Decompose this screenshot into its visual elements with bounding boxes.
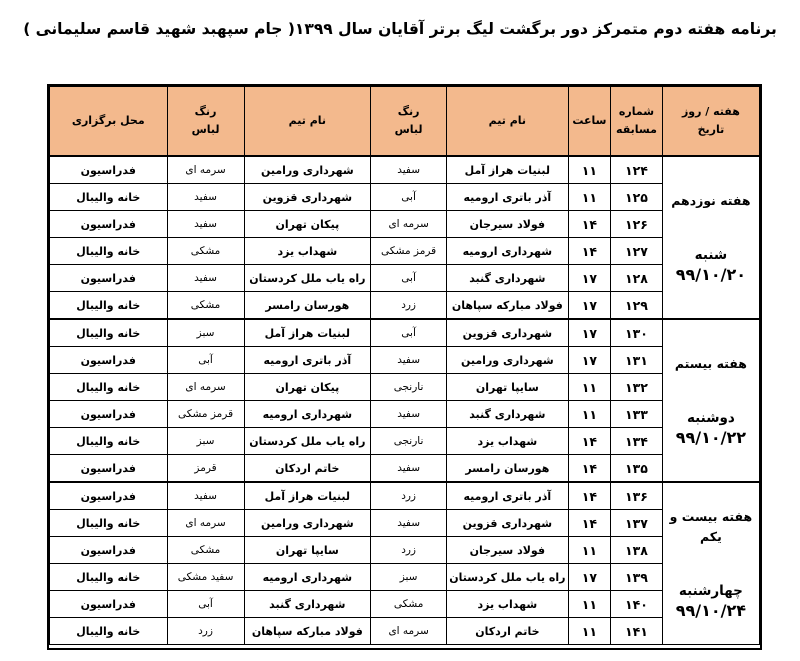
- header-match-number: شماره مسابقه: [611, 87, 663, 157]
- table-row: [50, 401, 760, 428]
- match-venue: خانه والیبال: [50, 428, 168, 455]
- week-day: چهارشنبه: [678, 582, 743, 599]
- match-time: ۱۴: [568, 428, 611, 455]
- kit-color-home: زرد: [371, 482, 447, 510]
- team-away: شهرداری ورامین: [244, 156, 371, 184]
- team-away: شهرداری ارومیه: [244, 564, 371, 591]
- match-number: ۱۳۴: [611, 428, 663, 455]
- match-venue: خانه والیبال: [50, 374, 168, 401]
- header-team-away: نام تیم: [244, 87, 371, 157]
- match-time: ۱۱: [568, 537, 611, 564]
- team-away: سایپا تهران: [244, 537, 371, 564]
- team-home: راه یاب ملل کردستان: [447, 564, 569, 591]
- header-kit-home: رنگ لباس: [371, 87, 447, 157]
- team-home: شهداب یزد: [447, 428, 569, 455]
- match-venue: فدراسیون: [50, 591, 168, 618]
- kit-color-home: آبی: [371, 184, 447, 211]
- kit-color-away: سفید مشکی: [167, 564, 244, 591]
- team-away: لبنیات هراز آمل: [244, 319, 371, 347]
- table-row: [50, 510, 760, 537]
- kit-color-home: زرد: [371, 292, 447, 320]
- team-home: شهداب یزد: [447, 591, 569, 618]
- team-home: آذر باتری ارومیه: [447, 184, 569, 211]
- match-number: ۱۳۶: [611, 482, 663, 510]
- match-time: ۱۱: [568, 184, 611, 211]
- header-venue: محل برگزاری: [50, 87, 168, 157]
- match-venue: خانه والیبال: [50, 564, 168, 591]
- kit-color-home: سفید: [371, 455, 447, 483]
- match-venue: فدراسیون: [50, 347, 168, 374]
- match-venue: فدراسیون: [50, 455, 168, 483]
- match-venue: خانه والیبال: [50, 618, 168, 645]
- week-group: [50, 156, 760, 319]
- team-away: خاتم اردکان: [244, 455, 371, 483]
- kit-color-away: مشکی: [167, 292, 244, 320]
- match-time: ۱۷: [568, 265, 611, 292]
- table-row: [50, 591, 760, 618]
- match-time: ۱۷: [568, 564, 611, 591]
- kit-color-away: سبز: [167, 428, 244, 455]
- kit-color-home: زرد: [371, 537, 447, 564]
- table-row: [50, 319, 760, 347]
- table-row: [50, 265, 760, 292]
- header-week-day-date: هفته / روز تاریخ: [662, 87, 759, 157]
- match-number: ۱۴۱: [611, 618, 663, 645]
- match-venue: خانه والیبال: [50, 510, 168, 537]
- kit-color-away: سرمه ای: [167, 510, 244, 537]
- table-row: [50, 618, 760, 645]
- week-date: ۹۹/۱۰/۲۲: [675, 427, 747, 447]
- match-number: ۱۳۱: [611, 347, 663, 374]
- match-number: ۱۳۳: [611, 401, 663, 428]
- match-time: ۱۱: [568, 156, 611, 184]
- match-time: ۱۴: [568, 211, 611, 238]
- match-number: ۱۴۰: [611, 591, 663, 618]
- week-day-date-cell: [662, 319, 759, 482]
- team-away: آذر باتری ارومیه: [244, 347, 371, 374]
- header-time: ساعت: [568, 87, 611, 157]
- team-home: شهرداری گنبد: [447, 265, 569, 292]
- team-home: آذر باتری ارومیه: [447, 482, 569, 510]
- table-row: [50, 374, 760, 401]
- match-venue: فدراسیون: [50, 156, 168, 184]
- kit-color-home: سبز: [371, 564, 447, 591]
- table-row: [50, 537, 760, 564]
- team-home: فولاد سیرجان: [447, 211, 569, 238]
- team-away: شهرداری گنبد: [244, 591, 371, 618]
- match-number: ۱۲۹: [611, 292, 663, 320]
- match-number: ۱۲۵: [611, 184, 663, 211]
- kit-color-away: سفید: [167, 184, 244, 211]
- week-day: شنبه: [694, 246, 728, 263]
- header-kit-away: رنگ لباس: [167, 87, 244, 157]
- team-away: شهرداری ورامین: [244, 510, 371, 537]
- match-number: ۱۲۶: [611, 211, 663, 238]
- match-venue: فدراسیون: [50, 537, 168, 564]
- team-home: شهرداری ارومیه: [447, 238, 569, 265]
- kit-color-home: سرمه ای: [371, 618, 447, 645]
- kit-color-away: سرمه ای: [167, 156, 244, 184]
- kit-color-away: قرمز مشکی: [167, 401, 244, 428]
- match-time: ۱۷: [568, 347, 611, 374]
- match-number: ۱۳۷: [611, 510, 663, 537]
- match-time: ۱۷: [568, 319, 611, 347]
- kit-color-away: مشکی: [167, 238, 244, 265]
- match-number: ۱۳۸: [611, 537, 663, 564]
- match-number: ۱۳۲: [611, 374, 663, 401]
- kit-color-home: مشکی: [371, 591, 447, 618]
- match-number: ۱۲۸: [611, 265, 663, 292]
- match-time: ۱۱: [568, 401, 611, 428]
- match-time: ۱۱: [568, 591, 611, 618]
- kit-color-home: آبی: [371, 319, 447, 347]
- kit-color-away: مشکی: [167, 537, 244, 564]
- kit-color-home: آبی: [371, 265, 447, 292]
- kit-color-home: نارنجی: [371, 428, 447, 455]
- schedule-table: [49, 86, 760, 645]
- header-team-home: نام تیم: [447, 87, 569, 157]
- match-number: ۱۲۷: [611, 238, 663, 265]
- table-row: [50, 211, 760, 238]
- kit-color-away: آبی: [167, 591, 244, 618]
- match-venue: فدراسیون: [50, 265, 168, 292]
- week-day: دوشنبه: [686, 409, 735, 426]
- table-row: [50, 292, 760, 320]
- team-home: شهرداری قزوین: [447, 319, 569, 347]
- schedule-table-frame: [47, 84, 762, 650]
- table-row: [50, 428, 760, 455]
- team-home: فولاد مبارکه سپاهان: [447, 292, 569, 320]
- team-away: راه یاب ملل کردستان: [244, 428, 371, 455]
- team-away: راه یاب ملل کردستان: [244, 265, 371, 292]
- table-row: [50, 156, 760, 184]
- table-row: [50, 482, 760, 510]
- team-away: لبنیات هراز آمل: [244, 482, 371, 510]
- match-time: ۱۴: [568, 238, 611, 265]
- team-away: شهداب یزد: [244, 238, 371, 265]
- kit-color-home: سرمه ای: [371, 211, 447, 238]
- team-home: فولاد سیرجان: [447, 537, 569, 564]
- kit-color-home: سفید: [371, 510, 447, 537]
- week-date: ۹۹/۱۰/۲۴: [675, 600, 747, 620]
- match-time: ۱۱: [568, 618, 611, 645]
- team-away: فولاد مبارکه سپاهان: [244, 618, 371, 645]
- table-row: [50, 564, 760, 591]
- match-venue: خانه والیبال: [50, 184, 168, 211]
- kit-color-away: سبز: [167, 319, 244, 347]
- match-venue: فدراسیون: [50, 401, 168, 428]
- match-number: ۱۳۵: [611, 455, 663, 483]
- match-venue: خانه والیبال: [50, 238, 168, 265]
- team-away: شهرداری ارومیه: [244, 401, 371, 428]
- kit-color-away: آبی: [167, 347, 244, 374]
- team-home: سایپا تهران: [447, 374, 569, 401]
- week-group: [50, 482, 760, 645]
- match-time: ۱۴: [568, 510, 611, 537]
- match-time: ۱۷: [568, 292, 611, 320]
- header-row: [50, 87, 760, 157]
- match-venue: خانه والیبال: [50, 292, 168, 320]
- kit-color-home: سفید: [371, 401, 447, 428]
- match-time: ۱۴: [568, 455, 611, 483]
- match-venue: فدراسیون: [50, 482, 168, 510]
- match-number: ۱۳۰: [611, 319, 663, 347]
- kit-color-away: زرد: [167, 618, 244, 645]
- week-date: ۹۹/۱۰/۲۰: [675, 264, 747, 284]
- table-row: [50, 347, 760, 374]
- kit-color-home: سفید: [371, 347, 447, 374]
- table-row: [50, 455, 760, 483]
- team-home: لبنیات هراز آمل: [447, 156, 569, 184]
- match-time: ۱۱: [568, 374, 611, 401]
- kit-color-away: سفید: [167, 211, 244, 238]
- kit-color-away: سفید: [167, 265, 244, 292]
- kit-color-away: سفید: [167, 482, 244, 510]
- week-group: [50, 319, 760, 482]
- table-row: [50, 184, 760, 211]
- match-number: ۱۲۴: [611, 156, 663, 184]
- team-away: هورسان رامسر: [244, 292, 371, 320]
- match-venue: خانه والیبال: [50, 319, 168, 347]
- kit-color-home: سفید: [371, 156, 447, 184]
- team-home: شهرداری ورامین: [447, 347, 569, 374]
- team-home: خاتم اردکان: [447, 618, 569, 645]
- week-day-date-cell: [662, 482, 759, 645]
- kit-color-home: نارنجی: [371, 374, 447, 401]
- match-time: ۱۴: [568, 482, 611, 510]
- team-away: پیکان تهران: [244, 374, 371, 401]
- week-title: هفته بیستم: [674, 355, 747, 371]
- team-away: پیکان تهران: [244, 211, 371, 238]
- week-day-date-cell: [662, 156, 759, 319]
- team-home: شهرداری قزوین: [447, 510, 569, 537]
- team-away: شهرداری قزوین: [244, 184, 371, 211]
- team-home: هورسان رامسر: [447, 455, 569, 483]
- page-title: برنامه هفته دوم متمرکز دور برگشت لیگ برتر آقایان سال ۱۳۹۹( جام سپهبد شهید قاسم سلیمانی ): [23, 20, 777, 38]
- week-title: هفته بیست و یکم: [669, 508, 753, 544]
- team-home: شهرداری گنبد: [447, 401, 569, 428]
- kit-color-away: سرمه ای: [167, 374, 244, 401]
- kit-color-home: قرمز مشکی: [371, 238, 447, 265]
- match-venue: فدراسیون: [50, 211, 168, 238]
- week-title: هفته نوزدهم: [671, 192, 751, 208]
- table-row: [50, 238, 760, 265]
- match-number: ۱۳۹: [611, 564, 663, 591]
- kit-color-away: قرمز: [167, 455, 244, 483]
